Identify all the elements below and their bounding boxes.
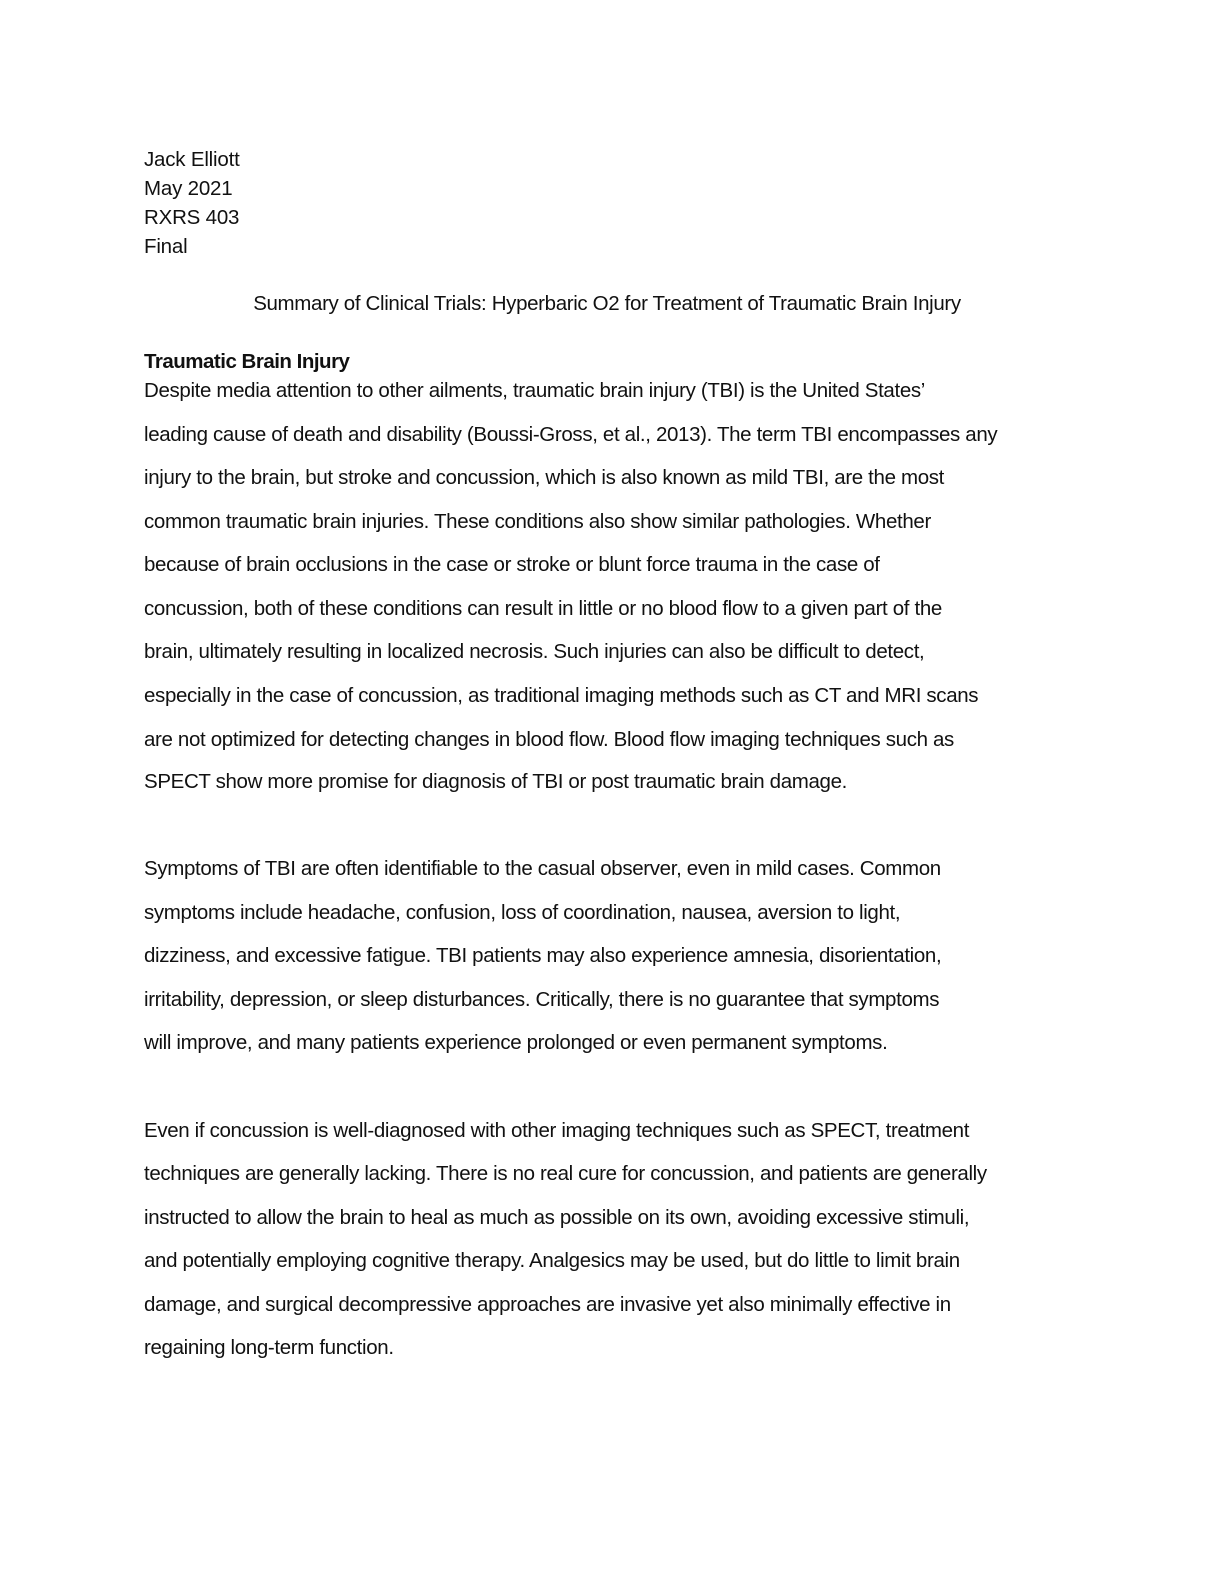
paragraph-line: instructed to allow the brain to heal as much as possible on its own, avoiding excessive stimuli,	[144, 1206, 970, 1229]
paragraph-line: Symptoms of TBI are often identifiable to the casual observer, even in mild cases. Common	[144, 857, 941, 880]
paragraph-line: irritability, depression, or sleep disturbances. Critically, there is no guarantee that symptoms	[144, 988, 940, 1011]
paragraph-line: Despite media attention to other ailments, traumatic brain injury (TBI) is the United States’	[144, 379, 925, 402]
paragraph-line: common traumatic brain injuries. These conditions also show similar pathologies. Whether	[144, 510, 931, 533]
date: May 2021	[144, 177, 233, 200]
paragraph-line: Even if concussion is well-diagnosed with other imaging techniques such as SPECT, treatment	[144, 1119, 970, 1142]
paragraph-line: dizziness, and excessive fatigue. TBI patients may also experience amnesia, disorientation,	[144, 944, 942, 967]
paragraph-line: SPECT show more promise for diagnosis of TBI or post traumatic brain damage.	[144, 770, 847, 793]
paragraph-line: regaining long-term function.	[144, 1336, 394, 1359]
paragraph-line: leading cause of death and disability (Boussi-Gross, et al., 2013). The term TBI encompasses any	[144, 423, 998, 446]
paragraph-line: are not optimized for detecting changes in blood flow. Blood flow imaging techniques such as	[144, 728, 954, 751]
paragraph-line: will improve, and many patients experience prolonged or even permanent symptoms.	[144, 1031, 888, 1054]
paragraph-line: brain, ultimately resulting in localized necrosis. Such injuries can also be difficult to detect,	[144, 640, 925, 663]
paragraph-line: injury to the brain, but stroke and concussion, which is also known as mild TBI, are the most	[144, 466, 945, 489]
paragraph-line: concussion, both of these conditions can result in little or no blood flow to a given part of the	[144, 597, 942, 620]
document-title: Summary of Clinical Trials: Hyperbaric O2 for Treatment of Traumatic Brain Injury	[253, 292, 961, 315]
course-code: RXRS 403	[144, 206, 240, 229]
author-name: Jack Elliott	[144, 148, 240, 171]
paragraph-line: symptoms include headache, confusion, loss of coordination, nausea, aversion to light,	[144, 901, 901, 924]
paragraph-line: especially in the case of concussion, as traditional imaging methods such as CT and MRI scans	[144, 684, 979, 707]
paragraph-line: because of brain occlusions in the case or stroke or blunt force trauma in the case of	[144, 553, 880, 576]
paragraph-line: techniques are generally lacking. There is no real cure for concussion, and patients are generally	[144, 1162, 987, 1185]
paragraph-line: damage, and surgical decompressive approaches are invasive yet also minimally effective in	[144, 1293, 951, 1316]
paragraph-line: and potentially employing cognitive therapy. Analgesics may be used, but do little to limit brain	[144, 1249, 960, 1272]
assignment-label: Final	[144, 235, 188, 258]
section-heading: Traumatic Brain Injury	[144, 350, 350, 373]
